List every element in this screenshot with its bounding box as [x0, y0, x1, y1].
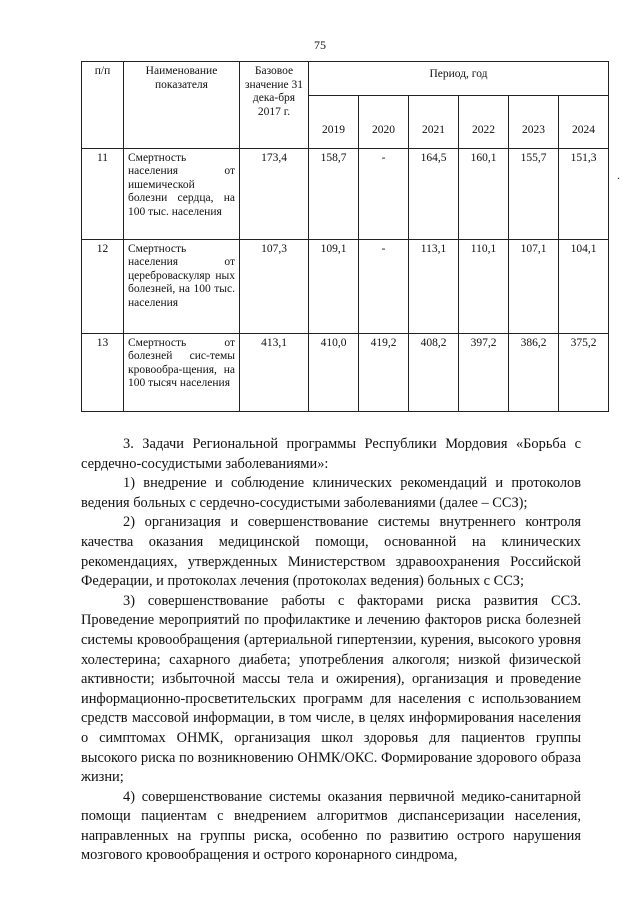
header-num: п/п [82, 62, 124, 149]
row-name: Смертность от болезней сис-темы кровообра-щения, на 100 тысяч населения [124, 333, 240, 411]
header-year: 2020 [359, 96, 409, 149]
row-value: 408,2 [409, 333, 459, 411]
page-number: 75 [314, 38, 326, 52]
row-base: 413,1 [240, 333, 309, 411]
header-year: 2022 [459, 96, 509, 149]
row-base: 173,4 [240, 148, 309, 239]
stray-mark: . [617, 168, 620, 182]
row-num: 11 [82, 148, 124, 239]
table-row [82, 239, 609, 333]
row-name: Смертность населения от ишемической болезни сердца, на 100 тыс. населения [124, 148, 240, 239]
row-value: 109,1 [309, 239, 359, 333]
indicators-table [81, 61, 609, 412]
header-year: 2021 [409, 96, 459, 149]
paragraph: 2) организация и совершенствование системы внутреннего контроля качества оказания медицинской помощи, основанной на клинических рекомендациях, утвержденных Министерством здравоохранения Российской Федерации, и протоколах лечения (протоколах ведения) больных с ССЗ; [81, 514, 581, 590]
row-value: 419,2 [359, 333, 409, 411]
paragraph: 1) внедрение и соблюдение клинических рекомендаций и протоколов ведения больных с сердечно-сосудистыми заболеваниями (далее – ССЗ); [81, 475, 581, 511]
header-name: Наименование показателя [124, 62, 240, 149]
row-value: 410,0 [309, 333, 359, 411]
paragraph: 4) совершенствование системы оказания первичной медико-санитарной помощи пациентам с внедрением алгоритмов диспансеризации населения, направленных на группы риска, особенно по развитию острого нарушения мозгового кровообращения и острого коронарного синдрома, [81, 788, 581, 864]
paragraph: 3) совершенствование работы с факторами риска развития ССЗ. Проведение мероприятий по профилактике и лечению факторов риска болезней системы кровообращения (артериальной гипертензии, курения, высокого уровня холестерина; сахарного диабета; употребления алкоголя; низкой физической активности; избыточной массы тела и ожирения), организация и проведение информационно-просветительских программ для населения с использованием средств массовой информации, в том числе, в целях информирования населения о симптомах ОНМК, организация школ здоровья для пациентов группы высокого риска по возникновению ОНМК/ОКС. Формирование здорового образа жизни; [81, 592, 581, 786]
row-value: - [359, 148, 409, 239]
row-value: 158,7 [309, 148, 359, 239]
header-year: 2023 [509, 96, 559, 149]
row-name: Смертность населения от цереброваскуляр ных болезней, на 100 тыс. населения [124, 239, 240, 333]
row-value: - [359, 239, 409, 333]
table-row [82, 148, 609, 239]
table-header-row [82, 62, 609, 96]
row-value: 104,1 [559, 239, 609, 333]
row-value: 164,5 [409, 148, 459, 239]
row-value: 397,2 [459, 333, 509, 411]
row-value: 155,7 [509, 148, 559, 239]
row-value: 375,2 [559, 333, 609, 411]
header-year: 2024 [559, 96, 609, 149]
row-value: 113,1 [409, 239, 459, 333]
row-num: 13 [82, 333, 124, 411]
row-value: 386,2 [509, 333, 559, 411]
row-value: 151,3 [559, 148, 609, 239]
row-base: 107,3 [240, 239, 309, 333]
row-value: 110,1 [459, 239, 509, 333]
paragraph: 3. Задачи Региональной программы Республики Мордовия «Борьба с сердечно-сосудистыми заболеваниями»: [81, 436, 581, 472]
header-period: Период, год [309, 62, 609, 96]
header-year: 2019 [309, 96, 359, 149]
table-row [82, 333, 609, 411]
row-value: 107,1 [509, 239, 559, 333]
row-value: 160,1 [459, 148, 509, 239]
header-base: Базовое значение 31 дека-бря 2017 г. [240, 62, 309, 149]
body-text [81, 435, 581, 866]
row-num: 12 [82, 239, 124, 333]
